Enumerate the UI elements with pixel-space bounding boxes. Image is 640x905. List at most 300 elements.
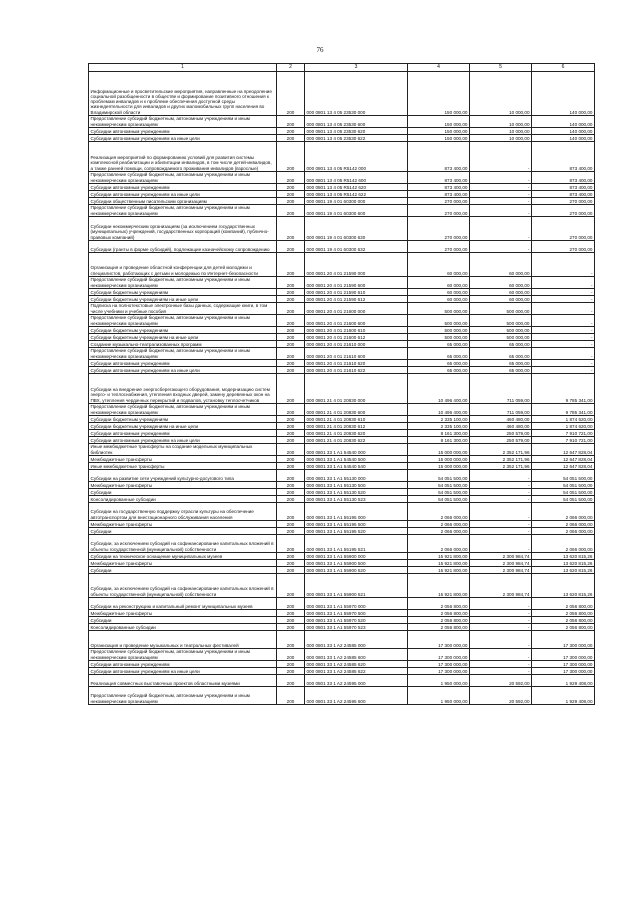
row-remaining-cell: 270 000,00 bbox=[532, 217, 595, 241]
row-remaining-cell: 12 647 828,04 bbox=[532, 463, 595, 470]
row-name-cell: Предоставление субсидий бюджетным, автономным учреждениям и иным некоммерческим организациям bbox=[89, 172, 277, 184]
row-code-cell: 000 0801 33 1 A1 55900 500 bbox=[305, 560, 408, 567]
row-ved-cell: 200 bbox=[277, 360, 305, 367]
table-row bbox=[89, 675, 595, 687]
table-row bbox=[89, 617, 595, 624]
row-name-cell: Консолидированные субсидии bbox=[89, 624, 277, 631]
row-amount-cell: 500 000,00 bbox=[408, 334, 470, 341]
row-amount-cell: 2 056 800,00 bbox=[408, 617, 470, 624]
table-row bbox=[89, 205, 595, 217]
row-amount-cell: 65 000,00 bbox=[408, 341, 470, 348]
row-code-cell: 000 0801 33 1 A1 55900 521 bbox=[305, 574, 408, 598]
row-executed-cell: - bbox=[470, 172, 532, 184]
row-ved-cell: 200 bbox=[277, 463, 305, 470]
row-amount-cell: 873 400,00 bbox=[408, 184, 470, 191]
row-remaining-cell: 2 056 800,00 bbox=[532, 598, 595, 610]
row-code-cell: 000 0801 33 1 A2 24585 000 bbox=[305, 631, 408, 649]
row-amount-cell: 500 000,00 bbox=[408, 303, 470, 315]
row-ved-cell: 200 bbox=[277, 72, 305, 116]
row-remaining-cell: 7 910 721,00 bbox=[532, 430, 595, 437]
row-code-cell: 000 0801 20 4 01 21600 612 bbox=[305, 334, 408, 341]
row-name-cell: Межбюджетные трансферты bbox=[89, 560, 277, 567]
row-name-cell: Предоставление субсидий бюджетным, автономным учреждениям и иным некоммерческим организациям bbox=[89, 649, 277, 661]
row-ved-cell: 200 bbox=[277, 241, 305, 253]
table-row bbox=[89, 423, 595, 430]
row-ved-cell: 200 bbox=[277, 610, 305, 617]
row-amount-cell: 2 066 000,00 bbox=[408, 521, 470, 528]
row-ved-cell: 200 bbox=[277, 470, 305, 482]
row-executed-cell: 500 000,00 bbox=[470, 334, 532, 341]
row-remaining-cell: 270 000,00 bbox=[532, 241, 595, 253]
row-code-cell: 000 0801 20 4 01 21610 620 bbox=[305, 360, 408, 367]
table-row bbox=[89, 560, 595, 567]
row-executed-cell: 2 300 984,74 bbox=[470, 567, 532, 574]
row-ved-cell: 200 bbox=[277, 430, 305, 437]
row-executed-cell: - bbox=[470, 610, 532, 617]
row-code-cell: 000 0801 13 4 05 R5142 600 bbox=[305, 172, 408, 184]
row-remaining-cell: 13 620 815,26 bbox=[532, 560, 595, 567]
row-remaining-cell: 270 000,00 bbox=[532, 205, 595, 217]
row-executed-cell: 20 592,00 bbox=[470, 675, 532, 687]
row-ved-cell: 200 bbox=[277, 367, 305, 374]
row-ved-cell: 200 bbox=[277, 668, 305, 675]
row-executed-cell: - bbox=[470, 521, 532, 528]
row-name-cell: Субсидии на государственную поддержку отрасли культуры на обеспечение автотранспортом для внестационарного обслуживания населения bbox=[89, 503, 277, 521]
row-code-cell: 000 0801 33 1 A2 24585 600 bbox=[305, 649, 408, 661]
row-remaining-cell: 9 785 341,00 bbox=[532, 404, 595, 416]
row-code-cell: 000 0801 33 1 A2 24585 622 bbox=[305, 668, 408, 675]
row-name-cell: Субсидии автономным учреждениям bbox=[89, 360, 277, 367]
row-amount-cell: 2 066 000,00 bbox=[408, 535, 470, 553]
row-code-cell: 000 0801 13 4 05 R5142 620 bbox=[305, 184, 408, 191]
table-row bbox=[89, 574, 595, 598]
row-amount-cell: 270 000,00 bbox=[408, 205, 470, 217]
row-name-cell: Субсидии некоммерческим организациям (за исключением государственных (муниципальных) учреждений, государственных корпораций (компаний), публично-правовых компаний) bbox=[89, 217, 277, 241]
row-amount-cell: 60 000,00 bbox=[408, 277, 470, 289]
column-header: 3 bbox=[305, 64, 408, 72]
row-executed-cell: 65 000,00 bbox=[470, 348, 532, 360]
row-executed-cell: - bbox=[470, 184, 532, 191]
row-name-cell: Предоставление субсидий бюджетным, автономным учреждениям и иным некоммерческим организациям bbox=[89, 205, 277, 217]
row-amount-cell: 1 950 000,00 bbox=[408, 675, 470, 687]
row-amount-cell: 2 066 000,00 bbox=[408, 528, 470, 535]
row-executed-cell: - bbox=[470, 598, 532, 610]
row-executed-cell: - bbox=[470, 535, 532, 553]
row-name-cell: Информационные и просветительские мероприятия, направленные на преодоление социальной разобщенности в обществе и формирование позитивного отношения к проблемам инвалидов и к проблеме обеспечения доступной среды жизнедеятельности для инвалидов и других маломобильных групп населения во Владимирской области bbox=[89, 72, 277, 116]
row-ved-cell: 200 bbox=[277, 191, 305, 198]
row-executed-cell: - bbox=[470, 617, 532, 624]
row-remaining-cell: 13 620 815,26 bbox=[532, 574, 595, 598]
row-executed-cell: 20 592,00 bbox=[470, 687, 532, 705]
row-remaining-cell: 54 051 500,00 bbox=[532, 489, 595, 496]
row-amount-cell: 10 496 400,00 bbox=[408, 374, 470, 404]
row-executed-cell: - bbox=[470, 631, 532, 649]
table-row bbox=[89, 277, 595, 289]
row-executed-cell: - bbox=[470, 482, 532, 489]
row-code-cell: 000 0801 20 4 01 21590 612 bbox=[305, 296, 408, 303]
row-name-cell: Межбюджетные трансферты bbox=[89, 610, 277, 617]
table-row bbox=[89, 624, 595, 631]
row-remaining-cell: 140 000,00 bbox=[532, 135, 595, 142]
row-name-cell: Субсидии автономным учреждениям на иные цели bbox=[89, 668, 277, 675]
row-code-cell: 000 0801 33 1 A1 55900 520 bbox=[305, 567, 408, 574]
row-code-cell: 000 0801 33 1 A1 55130 500 bbox=[305, 482, 408, 489]
row-ved-cell: 200 bbox=[277, 348, 305, 360]
row-name-cell: Субсидии бюджетным учреждениям на иные цели bbox=[89, 296, 277, 303]
row-remaining-cell: 54 051 500,00 bbox=[532, 470, 595, 482]
table-row bbox=[89, 631, 595, 649]
row-ved-cell: 200 bbox=[277, 598, 305, 610]
row-name-cell: Создание музыкально-театрализованных программ bbox=[89, 341, 277, 348]
row-name-cell: Субсидии автономным учреждениям bbox=[89, 430, 277, 437]
row-code-cell: 000 0801 33 1 A1 55130 000 bbox=[305, 470, 408, 482]
row-remaining-cell: 1 874 620,00 bbox=[532, 423, 595, 430]
row-remaining-cell: 9 785 341,00 bbox=[532, 374, 595, 404]
row-amount-cell: 500 000,00 bbox=[408, 315, 470, 327]
row-executed-cell: 2 300 984,74 bbox=[470, 574, 532, 598]
row-code-cell: 000 0801 33 1 A2 24595 600 bbox=[305, 687, 408, 705]
row-code-cell: 000 0801 20 4 01 21610 622 bbox=[305, 367, 408, 374]
row-name-cell: Предоставление субсидий бюджетным, автономным учреждениям и иным некоммерческим организациям bbox=[89, 687, 277, 705]
row-ved-cell: 200 bbox=[277, 528, 305, 535]
row-name-cell: Субсидии бюджетным учреждениям bbox=[89, 327, 277, 334]
row-ved-cell: 200 bbox=[277, 296, 305, 303]
row-amount-cell: 17 300 000,00 bbox=[408, 649, 470, 661]
table-row bbox=[89, 521, 595, 528]
row-ved-cell: 200 bbox=[277, 489, 305, 496]
row-remaining-cell: 873 400,00 bbox=[532, 184, 595, 191]
row-ved-cell: 200 bbox=[277, 624, 305, 631]
row-ved-cell: 200 bbox=[277, 456, 305, 463]
table-row bbox=[89, 198, 595, 205]
row-name-cell: Субсидии бюджетным учреждениям bbox=[89, 416, 277, 423]
row-executed-cell: 250 579,00 bbox=[470, 437, 532, 444]
table-row bbox=[89, 430, 595, 437]
row-code-cell: 000 0801 20 4 01 21590 610 bbox=[305, 289, 408, 296]
row-ved-cell: 200 bbox=[277, 482, 305, 489]
row-ved-cell: 200 bbox=[277, 334, 305, 341]
row-remaining-cell: - bbox=[532, 360, 595, 367]
row-remaining-cell: 54 051 500,00 bbox=[532, 482, 595, 489]
row-remaining-cell: 13 620 815,26 bbox=[532, 553, 595, 560]
row-remaining-cell: - bbox=[532, 253, 595, 277]
row-amount-cell: 2 335 100,00 bbox=[408, 416, 470, 423]
row-remaining-cell: 7 910 721,00 bbox=[532, 437, 595, 444]
row-remaining-cell: - bbox=[532, 367, 595, 374]
row-amount-cell: 8 161 300,00 bbox=[408, 430, 470, 437]
row-amount-cell: 873 400,00 bbox=[408, 191, 470, 198]
row-code-cell: 000 0801 33 1 A1 55130 523 bbox=[305, 496, 408, 503]
row-remaining-cell: 140 000,00 bbox=[532, 116, 595, 128]
row-code-cell: 000 0801 13 4 05 23530 000 bbox=[305, 72, 408, 116]
table-row bbox=[89, 374, 595, 404]
row-name-cell: Субсидии бюджетным учреждениям на иные цели bbox=[89, 334, 277, 341]
row-code-cell: 000 0801 33 1 A1 55195 500 bbox=[305, 521, 408, 528]
table-row bbox=[89, 367, 595, 374]
row-ved-cell: 200 bbox=[277, 675, 305, 687]
table-row bbox=[89, 668, 595, 675]
table-row bbox=[89, 482, 595, 489]
row-ved-cell: 200 bbox=[277, 172, 305, 184]
row-ved-cell: 200 bbox=[277, 423, 305, 430]
row-ved-cell: 200 bbox=[277, 649, 305, 661]
table-row bbox=[89, 610, 595, 617]
row-executed-cell: - bbox=[470, 661, 532, 668]
row-code-cell: 000 0801 19 4 01 60300 000 bbox=[305, 198, 408, 205]
row-executed-cell: 500 000,00 bbox=[470, 315, 532, 327]
row-ved-cell: 200 bbox=[277, 198, 305, 205]
table-row bbox=[89, 217, 595, 241]
row-ved-cell: 200 bbox=[277, 116, 305, 128]
row-remaining-cell: - bbox=[532, 296, 595, 303]
row-code-cell: 000 0801 13 4 05 23530 600 bbox=[305, 116, 408, 128]
table-row bbox=[89, 172, 595, 184]
row-remaining-cell: - bbox=[532, 315, 595, 327]
budget-table bbox=[88, 63, 595, 705]
table-row bbox=[89, 535, 595, 553]
row-executed-cell: - bbox=[470, 142, 532, 172]
row-amount-cell: 2 056 800,00 bbox=[408, 598, 470, 610]
row-remaining-cell: - bbox=[532, 327, 595, 334]
row-executed-cell: 60 000,00 bbox=[470, 277, 532, 289]
row-code-cell: 000 0801 33 1 A1 55130 520 bbox=[305, 489, 408, 496]
row-remaining-cell: - bbox=[532, 289, 595, 296]
row-code-cell: 000 0801 20 4 01 21600 610 bbox=[305, 327, 408, 334]
row-executed-cell: 60 000,00 bbox=[470, 289, 532, 296]
table-row bbox=[89, 470, 595, 482]
row-remaining-cell: 2 056 800,00 bbox=[532, 610, 595, 617]
table-row bbox=[89, 456, 595, 463]
row-executed-cell: 65 000,00 bbox=[470, 341, 532, 348]
row-executed-cell: - bbox=[470, 503, 532, 521]
table-row bbox=[89, 463, 595, 470]
row-amount-cell: 150 000,00 bbox=[408, 72, 470, 116]
row-ved-cell: 200 bbox=[277, 560, 305, 567]
row-code-cell: 000 0801 13 4 05 23530 622 bbox=[305, 135, 408, 142]
row-code-cell: 000 0801 21 4 01 20830 620 bbox=[305, 430, 408, 437]
row-ved-cell: 200 bbox=[277, 128, 305, 135]
row-amount-cell: 54 051 500,00 bbox=[408, 489, 470, 496]
row-code-cell: 000 0801 13 4 05 R5142 000 bbox=[305, 142, 408, 172]
row-remaining-cell: - bbox=[532, 348, 595, 360]
table-row bbox=[89, 327, 595, 334]
row-ved-cell: 200 bbox=[277, 253, 305, 277]
row-ved-cell: 200 bbox=[277, 303, 305, 315]
row-ved-cell: 200 bbox=[277, 631, 305, 649]
row-code-cell: 000 0801 33 1 A1 54540 500 bbox=[305, 456, 408, 463]
table-row bbox=[89, 348, 595, 360]
row-remaining-cell: 12 647 828,04 bbox=[532, 456, 595, 463]
row-code-cell: 000 0801 33 1 A1 55900 000 bbox=[305, 553, 408, 560]
row-executed-cell: - bbox=[470, 496, 532, 503]
row-name-cell: Предоставление субсидий бюджетным, автономным учреждениям и иным некоммерческим организациям bbox=[89, 315, 277, 327]
row-ved-cell: 200 bbox=[277, 315, 305, 327]
table-row bbox=[89, 128, 595, 135]
row-name-cell: Предоставление субсидий бюджетным, автономным учреждениям и иным некоммерческим организациям bbox=[89, 277, 277, 289]
row-name-cell: Предоставление субсидий бюджетным, автономным учреждениям и иным некоммерческим организациям bbox=[89, 116, 277, 128]
row-executed-cell: 65 000,00 bbox=[470, 360, 532, 367]
row-name-cell: Организация и проведение областной конференции для детей молодежи и специалистов, работающих с детьми и молодежью по Интернет-безопасности bbox=[89, 253, 277, 277]
row-name-cell: Организация и проведение музыкальных и театральных фестивалей bbox=[89, 631, 277, 649]
row-code-cell: 000 0801 21 4 01 20830 622 bbox=[305, 437, 408, 444]
table-row bbox=[89, 289, 595, 296]
row-ved-cell: 200 bbox=[277, 374, 305, 404]
row-name-cell: Реализация совместных выставочных проектов областными музеями bbox=[89, 675, 277, 687]
row-name-cell: Субсидии бюджетным учреждениям bbox=[89, 289, 277, 296]
row-executed-cell: 65 000,00 bbox=[470, 367, 532, 374]
row-executed-cell: - bbox=[470, 489, 532, 496]
row-name-cell: Субсидии, за исключением субсидий на софинансирование капитальных вложений в объекты государственной (муниципальной) собственности bbox=[89, 535, 277, 553]
row-ved-cell: 200 bbox=[277, 217, 305, 241]
row-remaining-cell: - bbox=[532, 341, 595, 348]
table-row bbox=[89, 567, 595, 574]
row-remaining-cell: 2 066 000,00 bbox=[532, 503, 595, 521]
row-name-cell: Межбюджетные трансферты bbox=[89, 456, 277, 463]
column-header: 4 bbox=[408, 64, 470, 72]
row-remaining-cell: 2 066 000,00 bbox=[532, 528, 595, 535]
row-remaining-cell: 1 929 408,00 bbox=[532, 687, 595, 705]
table-row bbox=[89, 191, 595, 198]
table-row bbox=[89, 404, 595, 416]
table-row bbox=[89, 437, 595, 444]
table-row bbox=[89, 135, 595, 142]
row-executed-cell: 460 480,00 bbox=[470, 423, 532, 430]
row-amount-cell: 65 000,00 bbox=[408, 360, 470, 367]
row-remaining-cell: 13 620 815,26 bbox=[532, 567, 595, 574]
row-name-cell: Субсидии общественным писательским организациям bbox=[89, 198, 277, 205]
row-code-cell: 000 0801 13 4 05 R5142 622 bbox=[305, 191, 408, 198]
row-remaining-cell: 17 300 000,00 bbox=[532, 631, 595, 649]
row-executed-cell: 2 352 171,96 bbox=[470, 456, 532, 463]
row-name-cell: Субсидии (гранты в форме субсидий), подлежащие казначейскому сопровождению bbox=[89, 241, 277, 253]
row-amount-cell: 2 056 800,00 bbox=[408, 624, 470, 631]
table-row bbox=[89, 598, 595, 610]
row-amount-cell: 65 000,00 bbox=[408, 367, 470, 374]
row-ved-cell: 200 bbox=[277, 444, 305, 456]
row-name-cell: Субсидии бюджетным учреждениям на иные цели bbox=[89, 423, 277, 430]
row-amount-cell: 873 400,00 bbox=[408, 172, 470, 184]
row-ved-cell: 200 bbox=[277, 404, 305, 416]
row-remaining-cell: 2 056 800,00 bbox=[532, 624, 595, 631]
row-name-cell: Субсидии bbox=[89, 617, 277, 624]
row-code-cell: 000 0801 20 4 01 21610 000 bbox=[305, 341, 408, 348]
table-row bbox=[89, 661, 595, 668]
row-name-cell: Субсидии на реконструкцию и капитальный ремонт муниципальных музеев bbox=[89, 598, 277, 610]
row-executed-cell: - bbox=[470, 205, 532, 217]
row-amount-cell: 65 000,00 bbox=[408, 348, 470, 360]
row-name-cell: Подписка на полнотекстовые электронные базы данных, содержащие книги, в том числе учебники и учебные пособия bbox=[89, 303, 277, 315]
row-name-cell: Субсидии автономным учреждениям на иные цели bbox=[89, 367, 277, 374]
row-amount-cell: 10 496 400,00 bbox=[408, 404, 470, 416]
row-remaining-cell: 17 300 000,00 bbox=[532, 649, 595, 661]
row-executed-cell: 2 352 171,96 bbox=[470, 463, 532, 470]
row-ved-cell: 200 bbox=[277, 184, 305, 191]
table-row bbox=[89, 241, 595, 253]
row-remaining-cell: - bbox=[532, 277, 595, 289]
row-executed-cell: 2 300 984,74 bbox=[470, 553, 532, 560]
row-code-cell: 000 0801 33 1 A1 54540 000 bbox=[305, 444, 408, 456]
row-amount-cell: 60 000,00 bbox=[408, 253, 470, 277]
row-code-cell: 000 0801 33 1 A1 55970 523 bbox=[305, 624, 408, 631]
row-amount-cell: 150 000,00 bbox=[408, 116, 470, 128]
row-name-cell: Иные межбюджетные трансферты на создание модельных муниципальных библиотек bbox=[89, 444, 277, 456]
row-ved-cell: 200 bbox=[277, 503, 305, 521]
row-ved-cell: 200 bbox=[277, 496, 305, 503]
row-code-cell: 000 0801 33 1 A1 55970 000 bbox=[305, 598, 408, 610]
row-name-cell: Субсидии на развитие сети учреждений культурно-досугового типа bbox=[89, 470, 277, 482]
row-remaining-cell: 54 051 500,00 bbox=[532, 496, 595, 503]
row-name-cell: Субсидии на внедрение энергосберегающего оборудования, модернизацию систем энерго- и теплоснабжения, утепления входных дверей, замену деревянных окон на ПВХ, утепления чердачных перекрытий и подвалов, установку теплосчетчиков bbox=[89, 374, 277, 404]
row-amount-cell: 873 400,00 bbox=[408, 142, 470, 172]
table-row bbox=[89, 416, 595, 423]
row-remaining-cell: 17 300 000,00 bbox=[532, 661, 595, 668]
row-code-cell: 000 0801 33 1 A2 24595 000 bbox=[305, 675, 408, 687]
row-amount-cell: 270 000,00 bbox=[408, 198, 470, 205]
row-ved-cell: 200 bbox=[277, 327, 305, 334]
row-executed-cell: 2 300 984,74 bbox=[470, 560, 532, 567]
column-header: 2 bbox=[277, 64, 305, 72]
row-amount-cell: 15 000 000,00 bbox=[408, 456, 470, 463]
table-row bbox=[89, 116, 595, 128]
row-name-cell: Субсидии автономным учреждениям bbox=[89, 128, 277, 135]
row-amount-cell: 54 051 500,00 bbox=[408, 496, 470, 503]
row-remaining-cell: 1 929 408,00 bbox=[532, 675, 595, 687]
row-ved-cell: 200 bbox=[277, 437, 305, 444]
row-name-cell: Реализация мероприятий по формированию условий для развития системы комплексной реабилитации и абилитации инвалидов, в том числе детей-инвалидов, а также ранней помощи, сопровождаемого проживания инвалидов (взрослые) bbox=[89, 142, 277, 172]
row-code-cell: 000 0801 33 1 A1 55970 500 bbox=[305, 610, 408, 617]
table-row bbox=[89, 184, 595, 191]
row-ved-cell: 200 bbox=[277, 535, 305, 553]
row-code-cell: 000 0801 20 4 01 21600 000 bbox=[305, 303, 408, 315]
row-code-cell: 000 0801 33 1 A2 24585 620 bbox=[305, 661, 408, 668]
row-amount-cell: 60 000,00 bbox=[408, 289, 470, 296]
row-executed-cell: 711 059,00 bbox=[470, 374, 532, 404]
row-code-cell: 000 0801 20 4 01 21590 600 bbox=[305, 277, 408, 289]
row-amount-cell: 15 000 000,00 bbox=[408, 444, 470, 456]
row-amount-cell: 8 161 300,00 bbox=[408, 437, 470, 444]
row-executed-cell: 250 579,00 bbox=[470, 430, 532, 437]
row-ved-cell: 200 bbox=[277, 135, 305, 142]
table-row bbox=[89, 334, 595, 341]
row-executed-cell: 10 000,00 bbox=[470, 128, 532, 135]
row-remaining-cell: 2 056 800,00 bbox=[532, 617, 595, 624]
row-ved-cell: 200 bbox=[277, 142, 305, 172]
row-executed-cell: 500 000,00 bbox=[470, 327, 532, 334]
row-name-cell: Предоставление субсидий бюджетным, автономным учреждениям и иным некоммерческим организациям bbox=[89, 404, 277, 416]
row-amount-cell: 54 051 500,00 bbox=[408, 482, 470, 489]
row-code-cell: 000 0801 33 1 A1 55195 521 bbox=[305, 535, 408, 553]
row-ved-cell: 200 bbox=[277, 687, 305, 705]
row-amount-cell: 54 051 500,00 bbox=[408, 470, 470, 482]
row-amount-cell: 270 000,00 bbox=[408, 241, 470, 253]
row-code-cell: 000 0801 19 4 01 60300 630 bbox=[305, 217, 408, 241]
row-name-cell: Субсидии автономным учреждениям bbox=[89, 661, 277, 668]
table-row bbox=[89, 528, 595, 535]
row-amount-cell: 15 921 800,00 bbox=[408, 560, 470, 567]
table-row bbox=[89, 315, 595, 327]
row-code-cell: 000 0801 20 4 01 21600 600 bbox=[305, 315, 408, 327]
row-ved-cell: 200 bbox=[277, 205, 305, 217]
table-row bbox=[89, 649, 595, 661]
row-name-cell: Субсидии на техническое оснащение муниципальных музеев bbox=[89, 553, 277, 560]
column-header: 1 bbox=[89, 64, 277, 72]
row-code-cell: 000 0801 33 1 A1 55195 520 bbox=[305, 528, 408, 535]
row-remaining-cell: 17 300 000,00 bbox=[532, 668, 595, 675]
row-remaining-cell: - bbox=[532, 303, 595, 315]
table-row bbox=[89, 296, 595, 303]
row-amount-cell: 15 000 000,00 bbox=[408, 463, 470, 470]
row-remaining-cell: 873 400,00 bbox=[532, 191, 595, 198]
